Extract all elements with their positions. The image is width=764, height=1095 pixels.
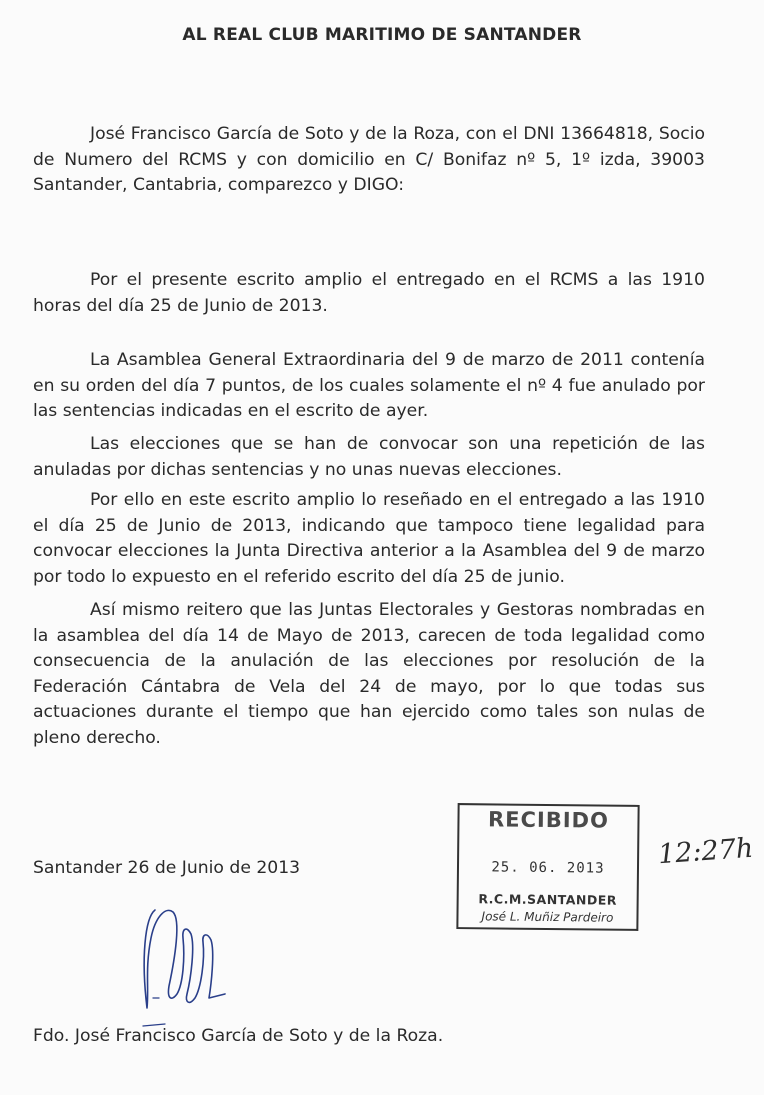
stamp-date: 25. 06. 2013 [491,859,605,877]
document-title: AL REAL CLUB MARITIMO DE SANTANDER [182,25,582,45]
handwritten-time: 12:27h [657,832,755,871]
paragraph-legality: Por ello en este escrito amplio lo reseñado en el entregado a las 1910 el día 25 de Junio de 2013, indicando que tampoco tiene legalidad para convocar elecciones la Junta Directiva anterior a la Asamblea del 9 de marzo por todo lo expuesto en el referido escrito del día 25 de junio. [33,490,705,587]
paragraph-assembly: La Asamblea General Extraordinaria del 9 de marzo de 2011 contenía en su orden del día 7 puntos, de los cuales solamente el nº 4 fue anulado por las sentencias indicadas en el escrito de ayer. [33,350,705,421]
place-and-date: Santander 26 de Junio de 2013 [33,858,301,878]
signed-by: Fdo. José Francisco García de Soto y de la Roza. [33,1026,444,1046]
stamp-title: RECIBIDO [487,807,610,833]
received-stamp [456,803,639,931]
signature-scribble [125,898,235,1033]
paragraph-identification: José Francisco García de Soto y de la Roza, con el DNI 13664818, Socio de Numero del RCMS y con domicilio en C/ Bonifaz nº 5, 1º izda, 39003 Santander, Cantabria, comparezco y DIGO: [33,124,705,195]
paragraph-amplification: Por el presente escrito amplio el entregado en el RCMS a las 1910 horas del día 25 de Junio de 2013. [33,270,705,316]
paragraph-electoral-boards: Así mismo reitero que las Juntas Electorales y Gestoras nombradas en la asamblea del día 14 de Mayo de 2013, carecen de toda legalidad como consecuencia de la anulación de las elecciones por resolución de la Federación Cántabra de Vela del 24 de mayo, por lo que todas sus actuaciones durante el tiempo que han ejercido como tales son nulas de pleno derecho. [33,600,705,748]
paragraph-elections: Las elecciones que se han de convocar son una repetición de las anuladas por dichas sentencias y no unas nuevas elecciones. [33,434,705,480]
stamp-person: José L. Muñiz Pardeiro [481,909,614,925]
stamp-organization: R.C.M.SANTANDER [478,891,618,908]
